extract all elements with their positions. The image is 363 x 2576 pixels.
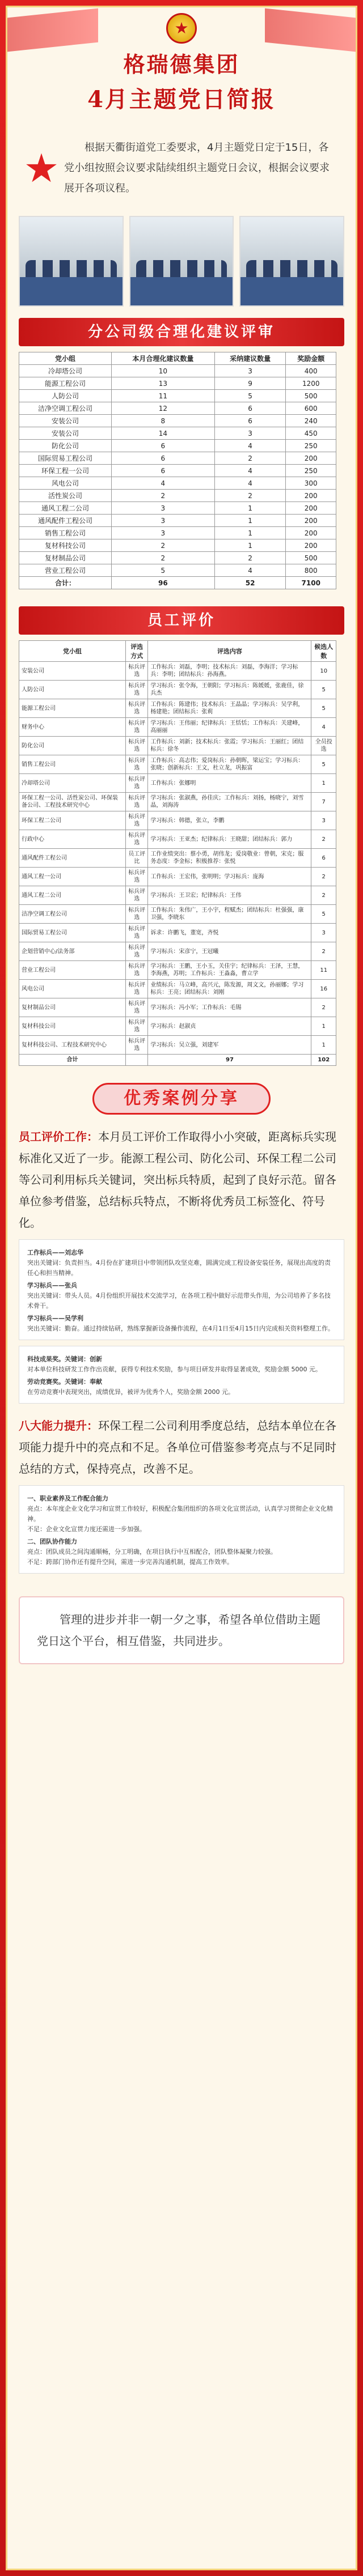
- table-cell: 财务中心: [19, 718, 126, 737]
- table-cell: 销售工程公司: [19, 755, 126, 774]
- table-header-cell: 候选人数: [311, 641, 336, 662]
- table-cell: 标兵评选: [125, 980, 147, 998]
- table-row: [19, 868, 336, 886]
- doc-paragraph: 突出关键词：负责担当。4月份在扩建项目中带领团队攻坚克难，圆满完成工程设备安装任务，展现出高度的责任心和担当精神。: [27, 1259, 331, 1277]
- table-cell: 2: [214, 552, 286, 564]
- table-cell: 8: [112, 415, 215, 427]
- star-icon: ★: [23, 145, 60, 192]
- table-cell: 16: [311, 980, 336, 998]
- meeting-photo: [239, 216, 344, 307]
- table-cell: 4: [214, 564, 286, 577]
- red-flag-left: [7, 8, 98, 52]
- table-cell: 6: [112, 440, 215, 452]
- table-row: [19, 527, 336, 539]
- table-cell: 300: [286, 477, 336, 490]
- doc-paragraph: 亮点：团队成员之间沟通顺畅，分工明确，在项目执行中互相配合，团队整体凝聚力较强。: [27, 1548, 277, 1555]
- footer-text: 管理的进步并非一朝一夕之事，希望各单位借助主题党日这个平台，相互借鉴，共同进步。: [19, 1596, 344, 1664]
- table-cell: 13: [112, 377, 215, 390]
- table-cell: [125, 1055, 147, 1066]
- table-row: [19, 699, 336, 718]
- table-cell: 标兵评选: [125, 998, 147, 1017]
- table-cell: 5: [311, 681, 336, 699]
- table-cell: 安装公司: [19, 415, 112, 427]
- table-cell: 3: [112, 527, 215, 539]
- table-cell: 3: [214, 365, 286, 377]
- table-row: [19, 552, 336, 564]
- table-cell: 11: [112, 390, 215, 402]
- table-cell: 合计: [19, 1055, 126, 1066]
- table-row: [19, 1036, 336, 1055]
- table-cell: 标兵评选: [125, 924, 147, 942]
- table-cell: 2: [112, 552, 215, 564]
- table-row: [19, 681, 336, 699]
- table-cell: 能源工程公司: [19, 377, 112, 390]
- table-cell: 标兵评选: [125, 755, 147, 774]
- table-row: [19, 515, 336, 527]
- table-cell: 全员投选: [311, 737, 336, 755]
- case-evaluation: [19, 1126, 344, 1234]
- table-cell: 环保工程二公司: [19, 811, 126, 830]
- table-cell: 诉求：许鹏飞，董宽，齐悦: [148, 924, 311, 942]
- table-cell: 风电公司: [19, 477, 112, 490]
- table-row: [19, 477, 336, 490]
- doc-heading: 一、职业素养及工作配合能力: [27, 1495, 108, 1502]
- table-cell: 800: [286, 564, 336, 577]
- table-cell: 1200: [286, 377, 336, 390]
- table-cell: 200: [286, 539, 336, 552]
- table-cell: 600: [286, 402, 336, 415]
- table-cell: 能源工程公司: [19, 699, 126, 718]
- doc-heading: 科技成果奖。关键词：创新: [27, 1355, 102, 1363]
- table-cell: 1: [214, 515, 286, 527]
- table-header-cell: 党小组: [19, 352, 112, 365]
- table-cell: 4: [311, 718, 336, 737]
- doc-paragraph: 突出关键词：勤奋。通过持续钻研，熟练掌握新设备操作流程，在4月1日至4月15日内完成相关资料整理工作。: [27, 1325, 334, 1332]
- table-cell: 250: [286, 440, 336, 452]
- table-row: [19, 737, 336, 755]
- table-cell: 1: [311, 1036, 336, 1055]
- table-cell: 合计：: [19, 577, 112, 589]
- table-cell: 防化公司: [19, 440, 112, 452]
- document-excerpt: [19, 1239, 344, 1340]
- table-cell: 通风工程二公司: [19, 886, 126, 905]
- table-cell: 200: [286, 502, 336, 515]
- table-cell: 工作标兵：王宏伟，张明明；学习标兵：庞海: [148, 868, 311, 886]
- table-cell: 复材制品公司: [19, 998, 126, 1017]
- table-cell: 7100: [286, 577, 336, 589]
- table-row: [19, 811, 336, 830]
- doc-heading: 工作标兵——刘志华: [27, 1249, 83, 1256]
- table-cell: 5: [311, 755, 336, 774]
- table-cell: 标兵评选: [125, 811, 147, 830]
- table-cell: 2: [214, 452, 286, 465]
- table-row: [19, 905, 336, 924]
- table-cell: 冷却塔公司: [19, 774, 126, 793]
- table-cell: 学习标兵：王鹏，王小玉，关佳宇；纪律标兵：王泽，王慧，李海燕，苏明；工作标兵：王淼淼，曹立学: [148, 961, 311, 980]
- content-frame: [6, 6, 357, 2570]
- table-row: [19, 849, 336, 868]
- table-cell: 复材制品公司: [19, 552, 112, 564]
- table-cell: 97: [148, 1055, 311, 1066]
- table-row: [19, 440, 336, 452]
- table-cell: 环保工程一公司: [19, 465, 112, 477]
- table-cell: 标兵评选: [125, 830, 147, 849]
- table-cell: 2: [311, 868, 336, 886]
- case-body: 环保工程二公司利用季度总结，总结本单位在各项能力提升中的亮点和不足。各单位可借鉴参考亮点与不足同时总结的方式，保持亮点，改善不足。: [19, 1419, 336, 1476]
- table-cell: 2: [311, 886, 336, 905]
- table-cell: 2: [311, 998, 336, 1017]
- evaluation-table: [19, 640, 336, 1066]
- table-cell: 5: [214, 390, 286, 402]
- table-cell: 企划营销中心/法务部: [19, 942, 126, 961]
- table-cell: 1: [214, 502, 286, 515]
- table-cell: 标兵评选: [125, 1036, 147, 1055]
- table-cell: 学习标兵：赵淑贞: [148, 1017, 311, 1036]
- table-cell: 标兵评选: [125, 662, 147, 681]
- table-cell: 工作标兵：朱伟广，王小宇，程赋杰；团结标兵：杜强强，康卫强，李晓东: [148, 905, 311, 924]
- table-cell: 2: [112, 539, 215, 552]
- table-cell: 学习标兵：王卫宏；纪律标兵：王伟: [148, 886, 311, 905]
- document-excerpt: [19, 1485, 344, 1574]
- table-row: [19, 662, 336, 681]
- table-cell: 国际贸易工程公司: [19, 924, 126, 942]
- table-cell: 工作标兵：高志伟；爱岗标兵：孙朝晖，梁运宝；学习标兵：张晓；创新标兵：王文，杜立龙，巩振富: [148, 755, 311, 774]
- table-row: [19, 365, 336, 377]
- doc-paragraph: 对本单位科技研发工作作出贡献，获得专利技术奖励，参与项目研发并取得显著成效，奖励金额 5000 元。: [27, 1366, 322, 1373]
- table-cell: 11: [311, 961, 336, 980]
- table-cell: 冷却塔公司: [19, 365, 112, 377]
- table-cell: 10: [112, 365, 215, 377]
- table-cell: 7: [311, 793, 336, 811]
- table-cell: 标兵评选: [125, 961, 147, 980]
- table-header-cell: 采纳建议数量: [214, 352, 286, 365]
- red-flag-right: [265, 8, 356, 52]
- case-abilities: [19, 1415, 344, 1480]
- case-text: [19, 1126, 344, 1234]
- table-cell: 450: [286, 427, 336, 440]
- table-row: [19, 830, 336, 849]
- table-cell: 4: [214, 477, 286, 490]
- table-cell: 人防公司: [19, 390, 112, 402]
- table-cell: 200: [286, 515, 336, 527]
- table-cell: 5: [112, 564, 215, 577]
- table-row: [19, 718, 336, 737]
- table-cell: 标兵评选: [125, 737, 147, 755]
- table-cell: 通风工程一公司: [19, 868, 126, 886]
- table-cell: 标兵评选: [125, 886, 147, 905]
- table-row: [19, 1017, 336, 1036]
- table-cell: 2: [311, 942, 336, 961]
- intro-text: 根据天衢街道党工委要求，4月主题党日定于15日，各党小组按照会议要求陆续组织主题党日会议，根据会议要求展开各项议程。: [64, 142, 330, 194]
- meeting-photo: [129, 216, 234, 307]
- table-cell: 4: [112, 477, 215, 490]
- table-cell: 6: [112, 465, 215, 477]
- doc-paragraph: 亮点：本年度企业文化学习和宣贯工作较好，积极配合集团组织的各项文化宣贯活动，认真学习贯彻企业文化精神。: [27, 1505, 333, 1523]
- table-cell: 10: [311, 662, 336, 681]
- table-cell: 500: [286, 390, 336, 402]
- table-cell: 6: [214, 402, 286, 415]
- table-cell: 风电公司: [19, 980, 126, 998]
- table-row: [19, 564, 336, 577]
- table-cell: 52: [214, 577, 286, 589]
- table-row: [19, 980, 336, 998]
- table-row: [19, 924, 336, 942]
- table-cell: 2: [112, 490, 215, 502]
- table-cell: 复材科技公司: [19, 1017, 126, 1036]
- table-cell: 洁净空调工程公司: [19, 905, 126, 924]
- doc-paragraph: 突出关键词：带头人员。4月份组织开展技术交流学习，在各项工程中做好示范带头作用，为公司培养了多名技术骨干。: [27, 1292, 331, 1310]
- table-cell: 3: [112, 515, 215, 527]
- table-row: [19, 793, 336, 811]
- table-cell: 240: [286, 415, 336, 427]
- header: [7, 7, 356, 132]
- table-row: [19, 942, 336, 961]
- table-cell: 9: [214, 377, 286, 390]
- table-row: [19, 465, 336, 477]
- table-cell: 人防公司: [19, 681, 126, 699]
- table-cell: 洁净空调工程公司: [19, 402, 112, 415]
- table-row: [19, 502, 336, 515]
- page-subtitle: 4月主题党日简报: [87, 86, 276, 113]
- doc-heading: 劳动竞赛奖。关键词：奉献: [27, 1378, 102, 1385]
- table-cell: 国际贸易工程公司: [19, 452, 112, 465]
- table-cell: 200: [286, 527, 336, 539]
- doc-paragraph: 不足：企业文化宣贯力度还需进一步加强。: [27, 1525, 146, 1533]
- table-cell: 标兵评选: [125, 774, 147, 793]
- table-cell: 业绩标兵：马立峰，高兴元，陈发源，周文文，孙丽娜；学习标兵：王亮；团结标兵：刘刚: [148, 980, 311, 998]
- table-cell: 工作标兵：陈建伟；技术标兵：王晶晶；学习标兵：吴学利，杨建艳；团结标兵：张莉: [148, 699, 311, 718]
- table-cell: 标兵评选: [125, 699, 147, 718]
- table-header-cell: 党小组: [19, 641, 126, 662]
- table-row: [19, 998, 336, 1017]
- table-cell: 工作标兵：刘磊，李明；技术标兵：刘磊，李海洋；学习标兵：李明；团结标兵：孙海燕。: [148, 662, 311, 681]
- table-cell: 102: [311, 1055, 336, 1066]
- table-header-cell: 评选内容: [148, 641, 311, 662]
- case-label: 员工评价工作：: [19, 1130, 98, 1144]
- table-cell: 学习标兵：韩德，张立，李鹏: [148, 811, 311, 830]
- table-cell: 活性炭公司: [19, 490, 112, 502]
- table-row: [19, 377, 336, 390]
- table-cell: 防化公司: [19, 737, 126, 755]
- table-cell: 学习标兵：张淑燕，孙佳庆；工作标兵：刘扬，杨晓宁，刘雪晶，刘海涛: [148, 793, 311, 811]
- footer: [19, 1596, 344, 1664]
- table-row: [19, 886, 336, 905]
- table-cell: 营业工程公司: [19, 961, 126, 980]
- table-row: [19, 402, 336, 415]
- table-cell: 200: [286, 490, 336, 502]
- table-cell: 通风工程二公司: [19, 502, 112, 515]
- table-row: [19, 755, 336, 774]
- doc-heading: 学习标兵——吴学利: [27, 1315, 83, 1322]
- table-cell: 标兵评选: [125, 793, 147, 811]
- case-body: 本月员工评价工作取得小小突破，距离标兵实现标准化又近了一步。能源工程公司、防化公司、环保工程二公司等公司利用标兵关键词，突出标兵特质，起到了良好示范。留各单位参考借鉴，总结标兵特点，不断将优秀员工标签化、符号化。: [19, 1130, 336, 1230]
- case-text: [19, 1415, 344, 1480]
- table-row: [19, 490, 336, 502]
- table-cell: 工作标兵：刘新；技术标兵：张霞；学习标兵：王丽红；团结标兵：徐冬: [148, 737, 311, 755]
- table-cell: 1: [214, 527, 286, 539]
- table-cell: 学习标兵：王伟丽；纪律标兵：王恬恬；工作标兵：关建峰，高丽丽: [148, 718, 311, 737]
- table-cell: 复材科技公司、工程技术研究中心: [19, 1036, 126, 1055]
- table-cell: 3: [214, 427, 286, 440]
- table-cell: 5: [311, 905, 336, 924]
- table-row: [19, 427, 336, 440]
- table-cell: 4: [214, 440, 286, 452]
- section-banner-suggestions: 分公司级合理化建议评审: [19, 318, 344, 346]
- table-row: [19, 539, 336, 552]
- table-total-row: [19, 1055, 336, 1066]
- table-cell: 250: [286, 465, 336, 477]
- table-cell: 学习标兵：张令海，王朝阳；学习标兵：陈媛媛，张鹿佳，徐兵杰: [148, 681, 311, 699]
- table-cell: 学习标兵：宋彦宁，王冠曦: [148, 942, 311, 961]
- table-cell: 96: [112, 577, 215, 589]
- suggestions-table: [19, 352, 336, 589]
- table-cell: 200: [286, 452, 336, 465]
- table-cell: 6: [214, 415, 286, 427]
- meeting-photo: [19, 216, 124, 307]
- table-cell: 4: [214, 465, 286, 477]
- table-cell: 学习标兵：吴立强，刘建军: [148, 1036, 311, 1055]
- table-cell: 安装公司: [19, 662, 126, 681]
- doc-paragraph: 在劳动竞赛中表现突出，成绩优异，被评为优秀个人，奖励金额 2000 元。: [27, 1388, 234, 1396]
- table-cell: 复材科技公司: [19, 539, 112, 552]
- table-cell: 工作业绩突出：蔡小勇，胡伟龙；爱岗敬业：曾朝，宋克；服务态度：李金标；积极推荐：张悦: [148, 849, 311, 868]
- doc-paragraph: 不足：跨部门协作还有提升空间，需进一步完善沟通机制，提高工作效率。: [27, 1558, 233, 1566]
- table-cell: 3: [112, 502, 215, 515]
- table-cell: 14: [112, 427, 215, 440]
- table-cell: 标兵评选: [125, 718, 147, 737]
- table-cell: 3: [311, 924, 336, 942]
- intro: [19, 132, 344, 205]
- table-cell: 1: [311, 1017, 336, 1036]
- table-cell: 1: [311, 774, 336, 793]
- table-cell: 2: [214, 490, 286, 502]
- table-cell: 标兵评选: [125, 942, 147, 961]
- section-banner-evaluation: 员工评价: [19, 606, 344, 635]
- table-header-cell: 评选方式: [125, 641, 147, 662]
- table-cell: 学习标兵：冯小军；工作标兵：毛锡: [148, 998, 311, 1017]
- table-cell: 标兵评选: [125, 905, 147, 924]
- table-cell: 400: [286, 365, 336, 377]
- table-row: [19, 390, 336, 402]
- table-row: [19, 415, 336, 427]
- party-emblem-icon: ★: [166, 13, 197, 44]
- table-cell: 500: [286, 552, 336, 564]
- table-row: [19, 774, 336, 793]
- doc-heading: 二、团队协作能力: [27, 1538, 77, 1545]
- table-cell: 3: [311, 811, 336, 830]
- cases-banner: 优秀案例分享: [92, 1083, 271, 1115]
- table-cell: 标兵评选: [125, 681, 147, 699]
- doc-heading: 学习标兵——张兵: [27, 1282, 77, 1289]
- table-cell: 2: [311, 830, 336, 849]
- table-header-cell: 奖励金额: [286, 352, 336, 365]
- table-header-cell: 本月合理化建议数量: [112, 352, 215, 365]
- page-title: 格瑞德集团: [123, 52, 240, 77]
- table-row: [19, 452, 336, 465]
- photo-row: [19, 216, 344, 307]
- table-cell: 行政中心: [19, 830, 126, 849]
- table-cell: 12: [112, 402, 215, 415]
- table-cell: 环保工程一公司、活性炭公司、环保装备公司、工程技术研究中心: [19, 793, 126, 811]
- table-cell: 学习标兵：王亚杰；纪律标兵：王晓甜；团结标兵：郭力: [148, 830, 311, 849]
- table-cell: 员工评比: [125, 849, 147, 868]
- table-row: [19, 961, 336, 980]
- table-cell: 销售工程公司: [19, 527, 112, 539]
- table-cell: 营业工程公司: [19, 564, 112, 577]
- table-cell: 工作标兵：张娜明: [148, 774, 311, 793]
- table-cell: 5: [311, 699, 336, 718]
- table-cell: 通风配件工程公司: [19, 515, 112, 527]
- table-cell: 1: [214, 539, 286, 552]
- table-total-row: [19, 577, 336, 589]
- table-cell: 通风配件工程公司: [19, 849, 126, 868]
- table-cell: 安装公司: [19, 427, 112, 440]
- table-cell: 6: [311, 849, 336, 868]
- table-cell: 标兵评选: [125, 1017, 147, 1036]
- table-cell: 6: [112, 452, 215, 465]
- case-label: 八大能力提升：: [19, 1419, 98, 1432]
- document-excerpt: [19, 1346, 344, 1404]
- table-cell: 标兵评选: [125, 868, 147, 886]
